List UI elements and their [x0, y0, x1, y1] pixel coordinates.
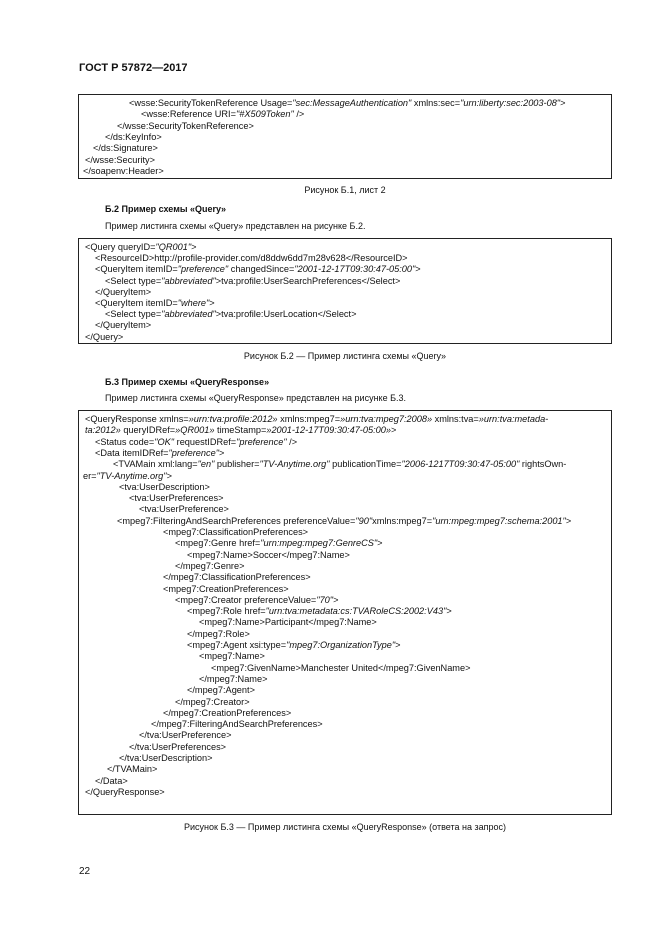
code-line: </mpeg7:FilteringAndSearchPreferences>: [151, 719, 323, 730]
code-line: <mpeg7:ClassificationPreferences>: [163, 527, 309, 537]
code-line: </Data>: [95, 775, 128, 786]
code-line: <mpeg7:Genre href="urn:mpeg:mpeg7:GenreCS">: [175, 538, 383, 549]
section-b3-title: Б.3 Пример схемы «QueryResponse»: [105, 377, 270, 387]
listing-b2-box: [78, 238, 612, 344]
code-line: </mpeg7:Role>: [187, 628, 250, 639]
code-line: </ds:Signature>: [93, 143, 158, 154]
section-b2-title: Б.2 Пример схемы «Query»: [105, 204, 227, 214]
code-line: <Query queryID="QR001">: [85, 242, 197, 252]
code-line: </tva:UserDescription>: [119, 753, 213, 763]
code-line: <Select type="abbreviated">tva:profile:UserLocation</Select>: [105, 309, 357, 320]
code-line: <tva:UserDescription>: [119, 481, 210, 492]
code-line: <mpeg7:CreationPreferences>: [163, 583, 289, 594]
code-line: </wsse:SecurityTokenReference>: [117, 120, 254, 131]
code-line: </QueryResponse>: [85, 786, 165, 797]
code-line: </tva:UserPreferences>: [129, 741, 227, 752]
code-line: <TVAMain xml:lang="en" publisher="TV-Anytime.org" publicationTime="2006-1217T09:30:47-05:00" rightsOwn-: [113, 459, 567, 470]
code-line: <Status code="OK" requestIDRef="preference" />: [95, 436, 298, 447]
code-line: <mpeg7:Creator preferenceValue="70">: [175, 594, 339, 605]
code-line: <wsse:Reference URI="#X509Token" />: [141, 109, 305, 120]
code-line: </TVAMain>: [107, 764, 158, 775]
code-line: <QueryItem itemID="where">: [95, 298, 215, 308]
code-line: </soapenv:Header>: [83, 165, 164, 176]
code-line: <wsse:SecurityTokenReference Usage="sec:MessageAuthentication" xmlns:sec="urn:liberty:sec:2003-08">: [129, 98, 566, 108]
code-line: </mpeg7:Creator>: [175, 696, 250, 707]
code-line: <mpeg7:Name>: [199, 651, 265, 662]
code-line: </tva:UserPreference>: [139, 730, 232, 741]
page-number: 22: [79, 866, 91, 877]
section-b3-intro: Пример листинга схемы «QueryResponse» представлен на рисунке Б.3.: [105, 393, 406, 403]
code-line: </ds:KeyInfo>: [105, 131, 162, 142]
code-line: er="TV-Anytime.org">: [83, 470, 172, 481]
code-line: <tva:UserPreferences>: [129, 493, 224, 504]
code-line: <mpeg7:Role href="urn:tva:metadata:cs:TVARoleCS:2002:V43">: [187, 606, 452, 617]
code-line: <Select type="abbreviated">tva:profile:UserSearchPreferences</Select>: [105, 275, 401, 286]
code-line: <mpeg7:FilteringAndSearchPreferences preferenceValue="90"xmlns:mpeg7="urn:mpeg:mpeg7:schema:2001">: [117, 515, 572, 526]
code-line: <mpeg7:Name>Soccer</mpeg7:Name>: [187, 549, 350, 560]
listing-b3-box: [78, 410, 612, 815]
code-line: <mpeg7:Agent xsi:type="mpeg7:OrganizationType">: [187, 640, 401, 650]
code-line: <mpeg7:Name>Participant</mpeg7:Name>: [199, 617, 377, 628]
figure-b2-caption: Рисунок Б.2 — Пример листинга схемы «Query»: [243, 351, 447, 361]
listing-b1-box: [78, 94, 612, 179]
code-line: <Data itemIDRef="preference">: [95, 447, 225, 458]
code-line: </mpeg7:Agent>: [187, 685, 255, 696]
code-line: </Query>: [85, 331, 124, 342]
code-line: </mpeg7:Genre>: [175, 560, 245, 571]
figure-b1-caption: Рисунок Б.1, лист 2: [304, 185, 386, 195]
code-line: <QueryItem itemID="preference" changedSince="2001-12-17T09:30:47-05:00">: [95, 264, 421, 275]
figure-b3-caption: Рисунок Б.3 — Пример листинга схемы «QueryResponse» (ответа на запрос): [184, 822, 506, 832]
document-header: ГОСТ Р 57872—2017: [79, 62, 188, 74]
code-line: </mpeg7:Name>: [199, 673, 268, 684]
section-b2-intro: Пример листинга схемы «Query» представлен на рисунке Б.2.: [105, 221, 366, 231]
code-line: <mpeg7:GivenName>Manchester United</mpeg7:GivenName>: [211, 662, 471, 673]
code-line: <QueryResponse xmlns=»urn:tva:profile:2012» xmlns:mpeg7=»urn:tva:mpeg7:2008» xmlns:tva=»urn:tva:metada-: [85, 414, 549, 424]
code-line: <ResourceID>http://profile-provider.com/d8ddw6dd7m28v628</ResourceID>: [95, 253, 408, 264]
code-line: <tva:UserPreference>: [139, 504, 229, 515]
code-line: </QueryItem>: [95, 286, 152, 297]
code-line: ta:2012» queryIDRef=»QR001» timeStamp=»2001-12-17T09:30:47-05:00»>: [85, 425, 397, 436]
code-line: </mpeg7:CreationPreferences>: [163, 707, 292, 718]
code-line: </QueryItem>: [95, 320, 152, 331]
code-line: </mpeg7:ClassificationPreferences>: [163, 572, 311, 583]
code-line: </wsse:Security>: [85, 154, 155, 165]
